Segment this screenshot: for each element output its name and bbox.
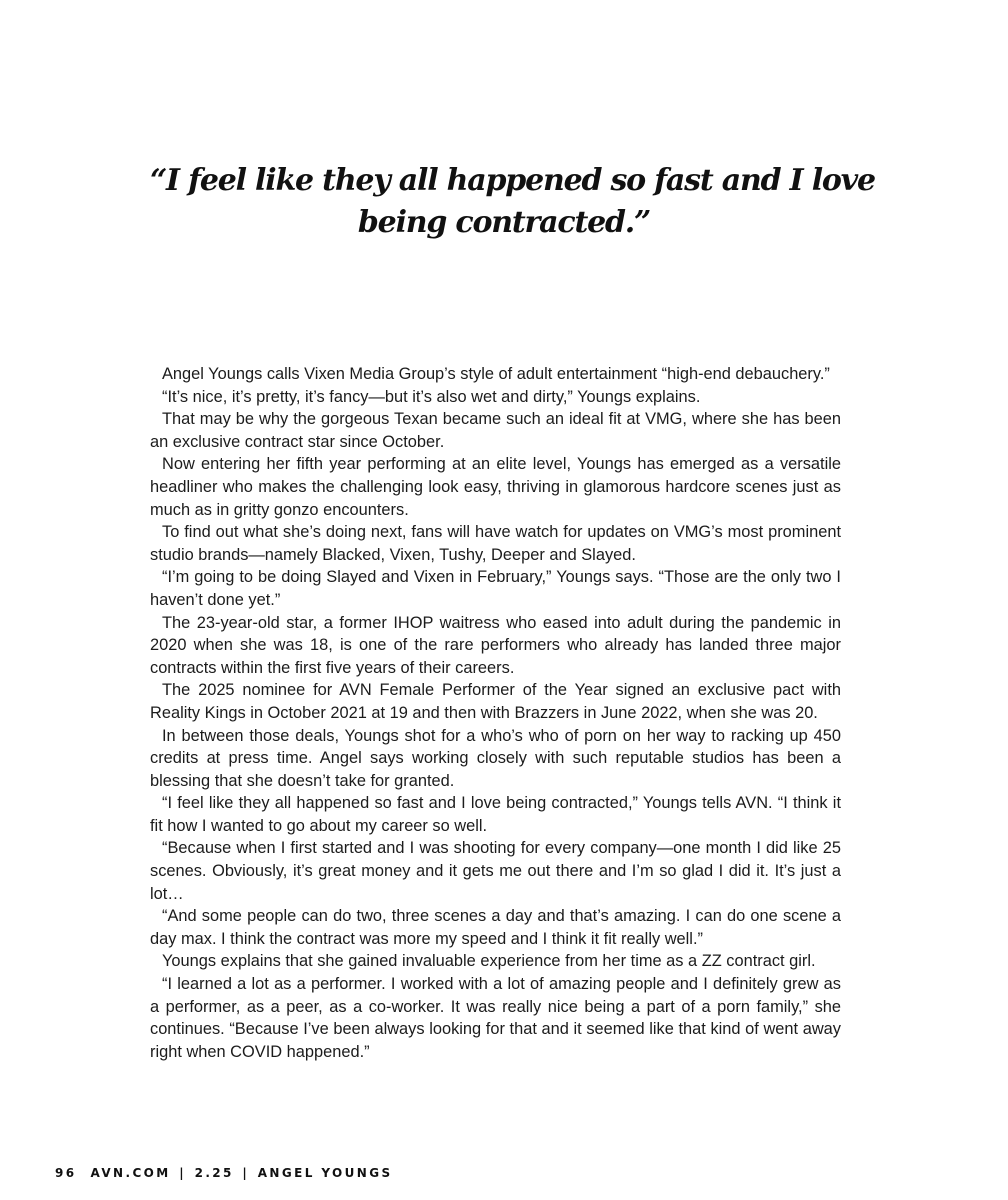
article-paragraph: Angel Youngs calls Vixen Media Group’s style of adult entertainment “high-end debauchery.” [162, 365, 830, 383]
footer-section: ANGEL YOUNGS [257, 1166, 393, 1180]
page-number: 96 [55, 1166, 77, 1180]
article-paragraph: To find out what she’s doing next, fans will have watch for updates on VMG’s most prominent studio brands—namely Blacked, Vixen, Tushy, Deeper and Slayed. [150, 523, 841, 564]
pull-quote [150, 160, 875, 244]
article-paragraph: In between those deals, Youngs shot for a who’s who of porn on her way to racking up 450 credits at press time. Angel says working closely with such reputable studios has been a blessing that she doesn’t take for granted. [150, 726, 841, 790]
article-paragraph: “I feel like they all happened so fast and I love being contracted,” Youngs tells AVN. “I think it fit how I wanted to go about my career so well. [150, 794, 841, 835]
pull-quote-line: “I feel like they all happened so fast and I love [150, 163, 875, 198]
footer-separator: | [242, 1166, 250, 1180]
article-paragraph: That may be why the gorgeous Texan became such an ideal fit at VMG, where she has been an exclusive contract star since October. [150, 410, 841, 451]
article-paragraph: “I learned a lot as a performer. I worked with a lot of amazing people and I definitely grew as a performer, as a peer, as a co-worker. It was really nice being a part of a porn family,” she continues. “Because I’ve been always looking for that and it seemed like that kind of went away right when COVID happened.” [150, 975, 841, 1061]
article-paragraph: “It’s nice, it’s pretty, it’s fancy—but it’s also wet and dirty,” Youngs explains. [162, 387, 701, 406]
page-footer [55, 1166, 393, 1180]
footer-separator: | [179, 1166, 186, 1180]
article-paragraph: Now entering her fifth year performing at an elite level, Youngs has emerged as a versatile headliner who makes the challenging look easy, thriving in glamorous hardcore scenes just as much as in gritty gonzo encounters. [150, 455, 841, 519]
footer-issue: 2.25 [194, 1166, 234, 1180]
footer-site: AVN.COM [90, 1166, 171, 1180]
article-body [150, 363, 841, 1063]
article-paragraph: Youngs explains that she gained invaluable experience from her time as a ZZ contract girl. [162, 952, 816, 971]
article-paragraph: “And some people can do two, three scenes a day and that’s amazing. I can do one scene a day max. I think the contract was more my speed and I think it fit really well.” [150, 907, 841, 948]
pull-quote-line: being contracted.” [357, 205, 651, 240]
article-paragraph: “Because when I first started and I was shooting for every company—one month I did like 25 scenes. Obviously, it’s great money and it gets me out there and I’m so glad I did it. It’s just a lot… [150, 839, 841, 903]
article-paragraph: The 2025 nominee for AVN Female Performer of the Year signed an exclusive pact with Reality Kings in October 2021 at 19 and then with Brazzers in June 2022, when she was 20. [150, 681, 841, 722]
article-paragraph: “I’m going to be doing Slayed and Vixen in February,” Youngs says. “Those are the only two I haven’t done yet.” [150, 568, 841, 609]
article-paragraph: The 23-year-old star, a former IHOP waitress who eased into adult during the pandemic in 2020 when she was 18, is one of the rare performers who already has landed three major contracts within the first five years of their careers. [150, 613, 841, 677]
